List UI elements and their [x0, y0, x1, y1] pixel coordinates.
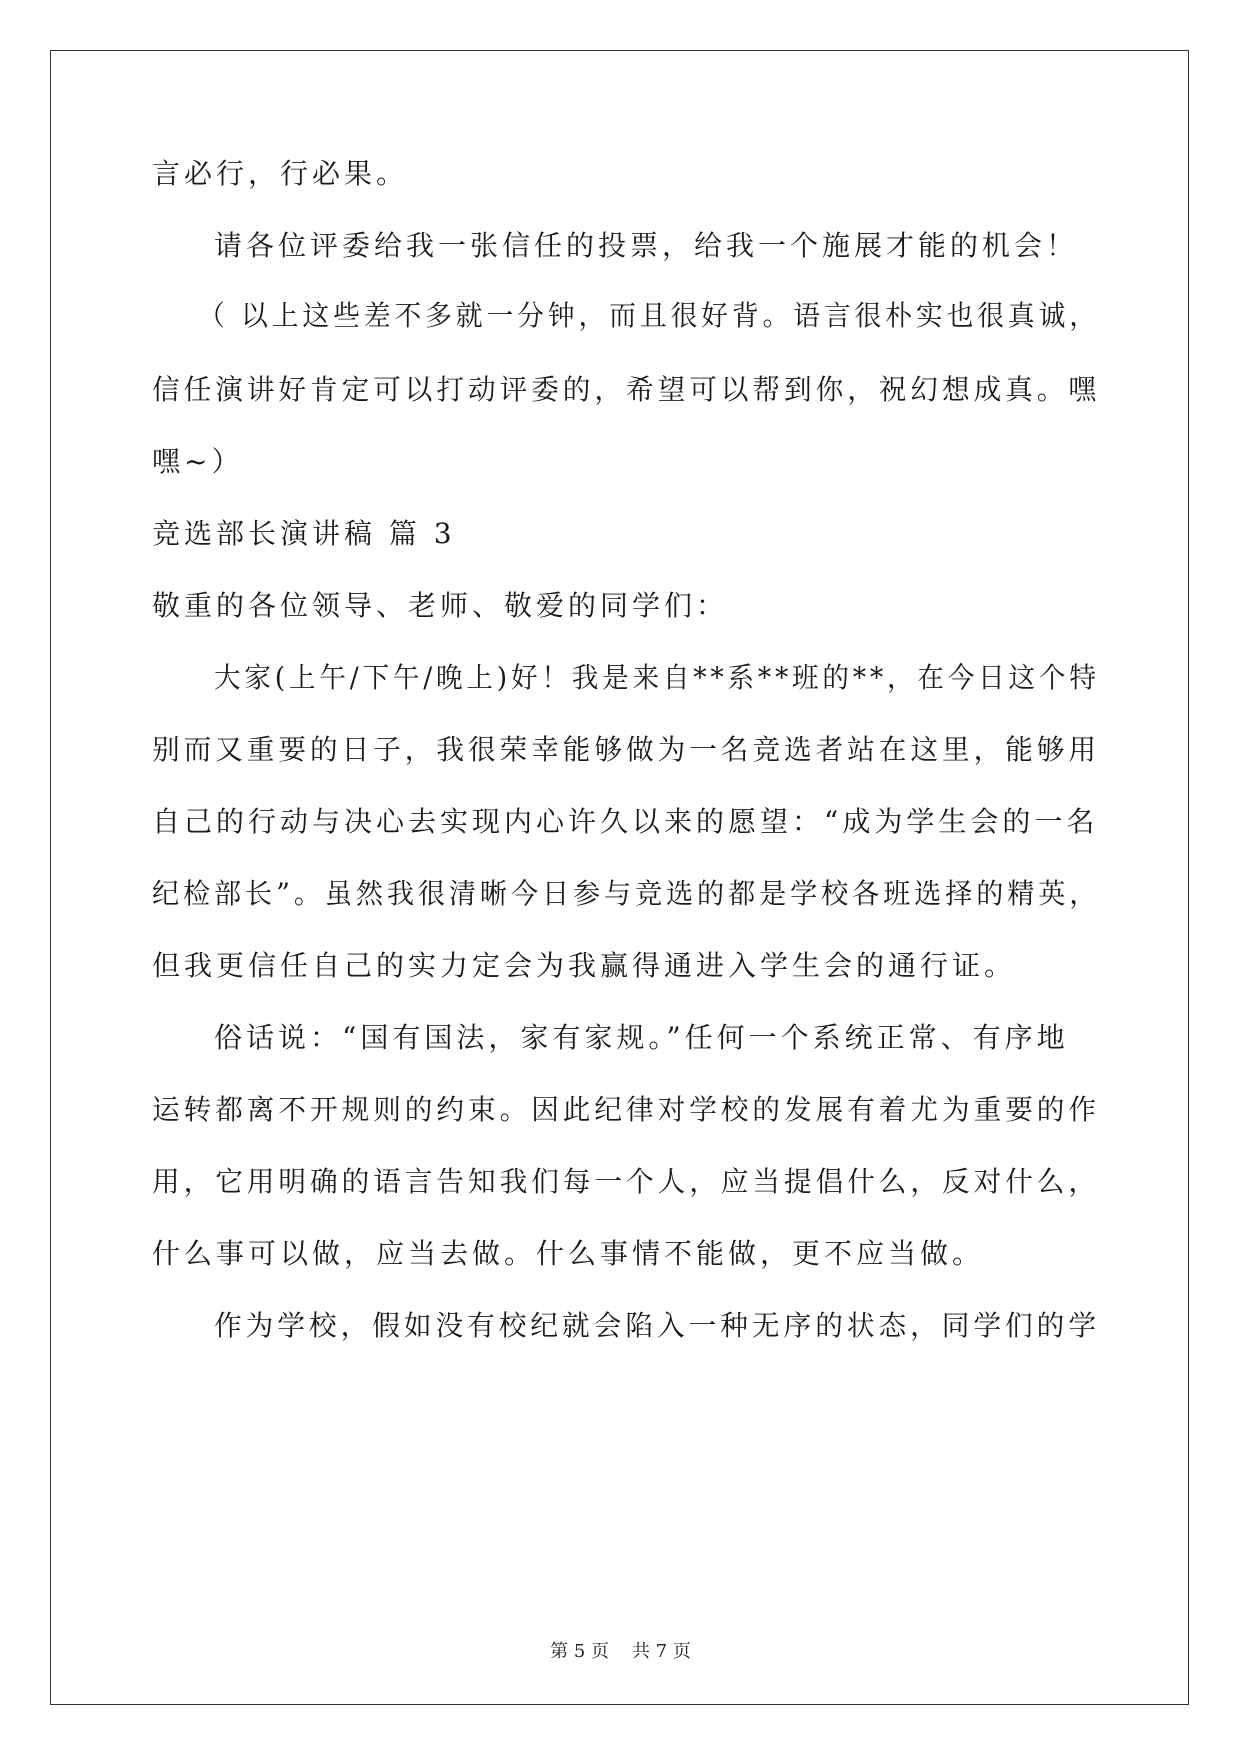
text-line: 俗话说：“国有国法，家有家规。”任何一个系统正常、有序地: [214, 1021, 1069, 1054]
text-line: 运转都离不开规则的约束。因此纪律对学校的发展有着尤为重要的作: [152, 1093, 1101, 1126]
salutation: 敬重的各位领导、老师、敬爱的同学们：: [152, 589, 729, 622]
text-line: 什么事可以做，应当去做。什么事情不能做，更不应当做。: [152, 1237, 985, 1270]
text-line: 请各位评委给我一张信任的投票，给我一个施展才能的机会！: [214, 229, 1079, 262]
text-line: 大家(上午/下午/晚上)好！我是来自**系**班的**，在今日这个特: [214, 661, 1100, 694]
section-heading: 竞选部长演讲稿 篇 3: [152, 517, 456, 550]
text-line: 作为学校，假如没有校纪就会陷入一种无序的状态，同学们的学: [214, 1309, 1100, 1342]
text-line: 言必行，行必果。: [152, 157, 409, 190]
page-number-footer: 第 5 页 共 7 页: [550, 1641, 691, 1662]
text-line: 别而又重要的日子，我很荣幸能够做为一名竞选者站在这里，能够用: [152, 733, 1101, 766]
text-line: 嘿~）: [152, 445, 244, 478]
text-line: 但我更信任自己的实力定会为我赢得通进入学生会的通行证。: [152, 949, 1017, 982]
text-line: 自己的行动与决心去实现内心许久以来的愿望：“成为学生会的一名: [152, 805, 1099, 838]
text-line: 用，它用明确的语言告知我们每一个人，应当提倡什么，反对什么，: [152, 1165, 1101, 1198]
text-line: （ 以上这些差不多就一分钟，而且很好背。语言很朴实也很真诚，: [198, 299, 1100, 332]
text-line: 信任演讲好肯定可以打动评委的，希望可以帮到你，祝幻想成真。嘿: [152, 373, 1101, 406]
text-line: 纪检部长”。虽然我很清晰今日参与竞选的都是学校各班选择的精英，: [152, 877, 1101, 910]
